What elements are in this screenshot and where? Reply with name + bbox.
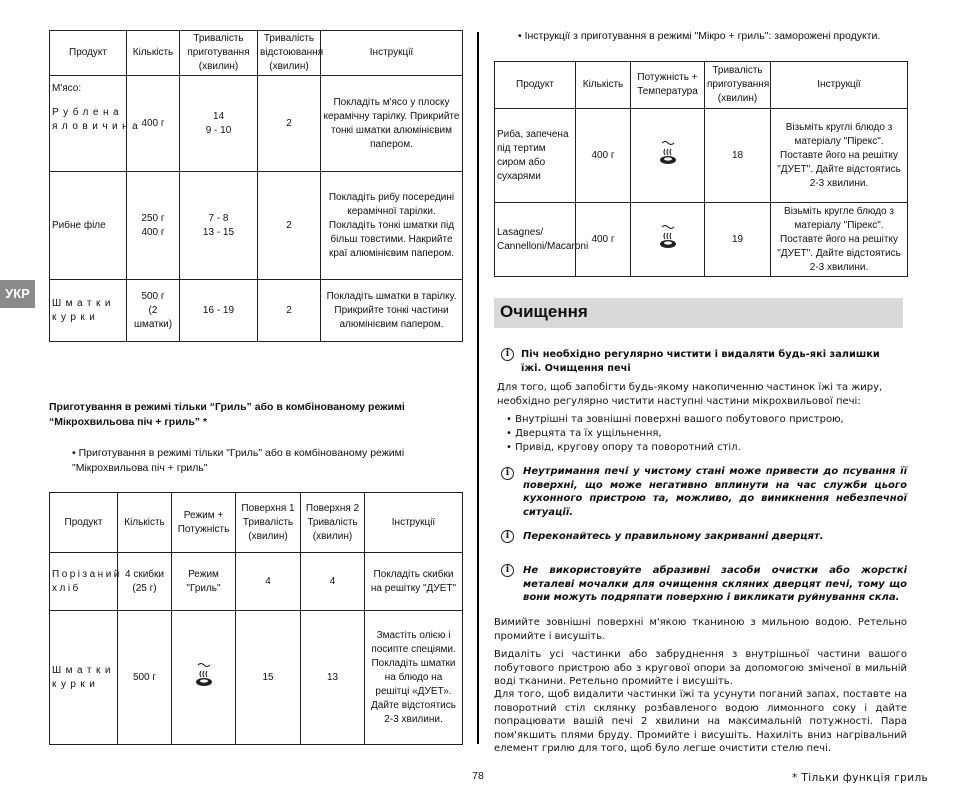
table-row xyxy=(50,553,463,611)
instructions: Покладіть м'ясо у плоску керамічну тарілку. Прикрийте тонкі шматки алюмінієвим папером. xyxy=(321,76,463,172)
info-icon: i xyxy=(501,530,514,543)
instructions: Змастіть олією і посипте спеціями. Покладіть шматки на блюдо на решітці «ДУЕТ». Дайте відстоятись 2-3 хвилини. xyxy=(365,611,463,745)
cleaning-list-item: • Внутрішні та зовнішні поверхні вашого побутового пристрою, xyxy=(506,414,844,425)
col-header: Тривалість приготування (хвилин) xyxy=(705,62,771,109)
power xyxy=(631,109,705,203)
product-name: Рублена яловичина xyxy=(52,107,143,132)
cleaning-intro: Для того, щоб запобігти будь-якому накопиченню частинок їжі та жиру, необхідно регулярно чистити наступні частини мікрохвильової печі: xyxy=(497,382,883,407)
stand-time: 2 xyxy=(258,76,321,172)
footnote: * Тільки функція гриль xyxy=(792,772,929,784)
cleaning-note: Піч необхідно регулярно чистити і видаляти будь-які залишки їжі. Очищення печі xyxy=(521,349,880,374)
frozen-bullet: • Інструкції з приготування в режимі "Мікро + гриль": заморожені продукти. xyxy=(518,30,881,42)
product-heading: М'ясо: xyxy=(52,83,82,94)
instructions: Візьміть круглі блюдо з матеріалу "Пірекс". Поставте його на решітку "ДУЕТ". Дайте відстоятись 2-3 хвилини. xyxy=(771,109,908,203)
quantity: 4 скибки (25 г) xyxy=(118,553,172,611)
instructions: Покладіть шматки в тарілку. Прикрийте тонкі частини алюмінієвим папером. xyxy=(321,280,463,342)
col-header: Продукт xyxy=(495,62,576,109)
cleaning-list-item: • Привід, кругову опору та поворотний стіл. xyxy=(506,442,741,453)
warning-text: Не використовуйте абразивні засоби очистки або жорсткі металеві мочалки для очищення скляних дверцят печі, тому що вони можуть подряпати поверхню і викликати руйнування скла. xyxy=(523,565,907,603)
cleaning-heading-bar xyxy=(494,298,903,328)
grill-table xyxy=(49,492,463,745)
col-header: Кількість xyxy=(118,493,172,553)
table-row xyxy=(495,109,908,203)
quantity: 500 г (2 шматки) xyxy=(127,280,180,342)
table-row xyxy=(495,203,908,277)
microwave-grill-icon xyxy=(194,662,214,688)
col-header: Тривалість приготування (хвилин) xyxy=(180,31,258,76)
microwave-grill-icon xyxy=(658,224,678,250)
cleaning-paragraph: Видаліть усі частинки або забруднення з внутрішньої частини вашого побутового пристрою або з кругової опори за допомогою зміченої в мильній воді тканини. Ретельно промийте і висушіть. xyxy=(494,649,907,687)
grill-section-title: Приготування в режимі тільки “Гриль” або в комбінованому режимі “Мікрохвильова піч + гриль” * xyxy=(49,401,405,428)
surface2-time: 13 xyxy=(301,611,365,745)
col-header: Інструкції xyxy=(321,31,463,76)
product-name: Риба, запечена під тертим сиром або сухарями xyxy=(495,109,576,203)
cook-time: 18 xyxy=(705,109,771,203)
info-icon: i xyxy=(501,467,514,480)
info-icon: i xyxy=(501,564,514,577)
power xyxy=(631,203,705,277)
instructions: Покладіть скибки на решітку "ДУЕТ" xyxy=(365,553,463,611)
quantity: 250 г 400 г xyxy=(127,172,180,280)
mode: Режим "Гриль" xyxy=(172,553,236,611)
col-header: Продукт xyxy=(50,31,127,76)
stand-time: 2 xyxy=(258,172,321,280)
product-name: Рибне філе xyxy=(50,172,127,280)
stand-time: 2 xyxy=(258,280,321,342)
col-header: Кількість xyxy=(127,31,180,76)
table-row xyxy=(50,76,463,172)
quantity: 400 г xyxy=(127,76,180,172)
col-header: Інструкції xyxy=(771,62,908,109)
col-header: Тривалість відстоювання (хвилин) xyxy=(258,31,321,76)
col-header: Поверхня 1 Тривалість (хвилин) xyxy=(236,493,301,553)
col-header: Поверхня 2 Тривалість (хвилин) xyxy=(301,493,365,553)
cook-time: 7 - 8 13 - 15 xyxy=(180,172,258,280)
page-number: 78 xyxy=(472,770,484,782)
col-header: Потужність + Температура xyxy=(631,62,705,109)
product-name: Порізаний хліб xyxy=(50,553,118,611)
warning-text: Неутримання печі у чистому стані може привести до псування її поверхні, що може негативно вплинути на час служби цього кухонного пристрою та, можливо, до виникнення небезпечної ситуації. xyxy=(523,466,907,518)
product-name: Шматки курки xyxy=(50,280,127,342)
table-row xyxy=(50,611,463,745)
meat-fish-table xyxy=(49,30,463,342)
cleaning-paragraph: Для того, щоб видалити частинки їжі та усунути поганий запах, поставте на поворотний стіл склянку розбавленого водою лимонного соку і дайте попрацювати вашій печі 2 хвилини на максимальній потужності. Пара пом'якшить плями бруду. Промийте і висушіть. Нахиліть вниз нагрівальний елемент грилю для того, щоб було легше очистити стелю печі. xyxy=(494,689,907,754)
instructions: Візьміть кругле блюдо з матеріалу "Пірекс". Поставте його на решітку "ДУЕТ". Дайте відстоятись 2-3 хвилини. xyxy=(771,203,908,277)
cook-time: 19 xyxy=(705,203,771,277)
grill-bullet: • Приготування в режимі тільки "Гриль" або в комбінованому режимі "Мікрохвильова піч + гриль" xyxy=(72,447,405,474)
surface1-time: 4 xyxy=(236,553,301,611)
warning-text: Переконайтесь у правильному закриванні дверцят. xyxy=(523,531,824,542)
product-name: Lasagnes/ Cannelloni/Macaroni xyxy=(495,203,576,277)
microwave-grill-icon xyxy=(658,140,678,166)
surface1-time: 15 xyxy=(236,611,301,745)
cook-time: 16 - 19 xyxy=(180,280,258,342)
mode xyxy=(172,611,236,745)
table-row xyxy=(50,172,463,280)
cleaning-list-item: • Дверцята та їх ущільнення, xyxy=(506,428,662,439)
col-header: Кількість xyxy=(576,62,631,109)
cleaning-heading: Очищення xyxy=(500,302,588,321)
instructions: Покладіть рибу посередині керамічної тарілки. Покладіть тонкі шматки під більш товстими. Накрийте краї алюмінієвим папером. xyxy=(321,172,463,280)
cook-time: 14 9 - 10 xyxy=(180,76,258,172)
info-icon: i xyxy=(501,348,514,361)
language-tab: УКР xyxy=(0,280,35,308)
quantity: 500 г xyxy=(118,611,172,745)
quantity: 400 г xyxy=(576,109,631,203)
product-name: Шматки курки xyxy=(50,611,118,745)
table-row xyxy=(50,280,463,342)
col-header: Інструкції xyxy=(365,493,463,553)
frozen-table xyxy=(494,61,908,277)
quantity: 400 г xyxy=(576,203,631,277)
col-header: Режим + Потужність xyxy=(172,493,236,553)
surface2-time: 4 xyxy=(301,553,365,611)
col-header: Продукт xyxy=(50,493,118,553)
column-divider xyxy=(477,32,479,744)
cleaning-paragraph: Вимийте зовнішні поверхні м'якою тканиною з мильною водою. Ретельно промийте і висушіть. xyxy=(494,617,907,642)
